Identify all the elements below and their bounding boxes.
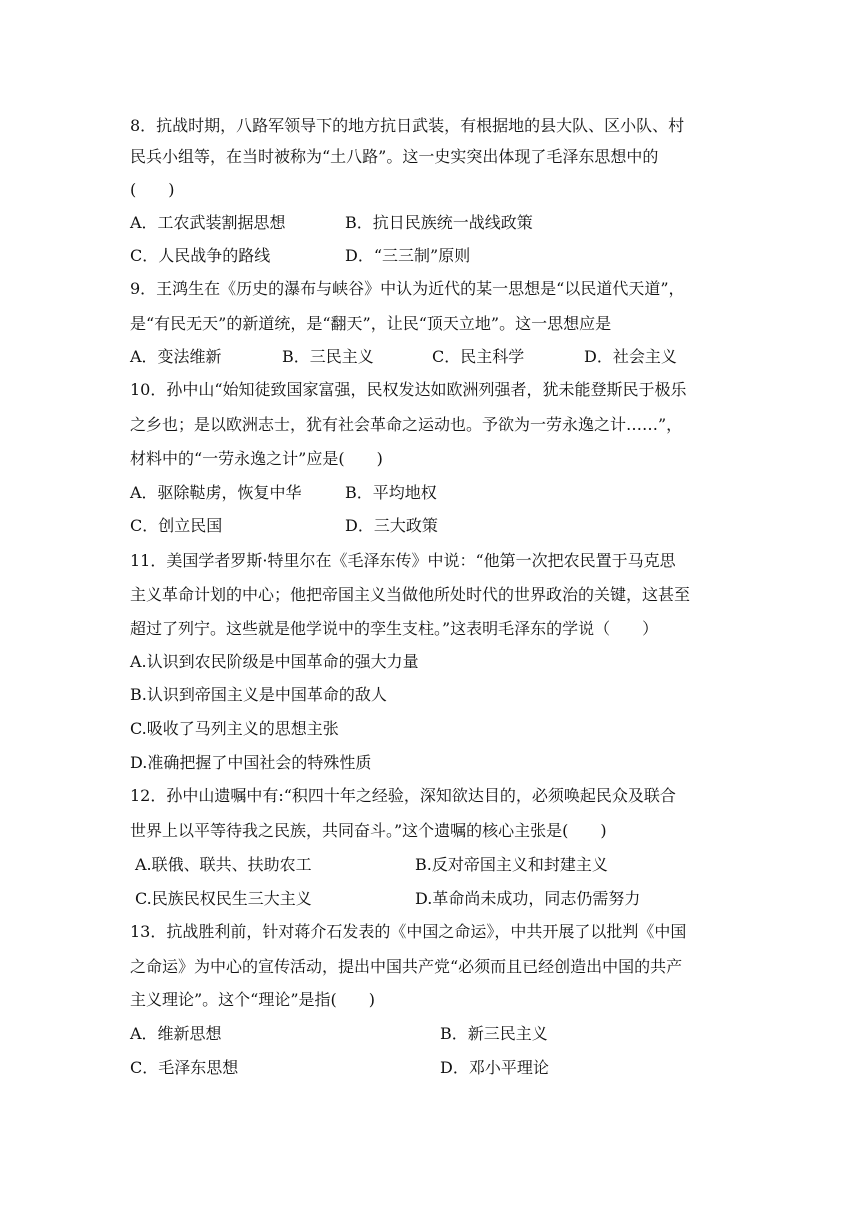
question-stem-line: ( ) [130,180,175,199]
option-d: D.准确把握了中国社会的特殊性质 [130,753,372,772]
question-stem-line: 8．抗战时期，八路军领导下的地方抗日武装，有根据地的县大队、区小队、村 [130,116,685,135]
option-b: B.认识到帝国主义是中国革命的敌人 [130,685,387,704]
question-stem-line: 之命运》为中心的宣传活动，提出中国共产党“必须而且已经创造出中国的共产 [130,957,683,976]
option-b: B．抗日民族统一战线政策 [345,213,533,232]
question-stem-line: 之乡也；是以欧洲志士，犹有社会革命之运动也。予欲为一劳永逸之计……”， [130,415,683,434]
option-a: A.认识到农民阶级是中国革命的强大力量 [130,652,419,671]
question-stem-line: 材料中的“一劳永逸之计”应是( ) [130,449,383,468]
option-a: A.联俄、联共、扶助农工 [135,855,312,874]
question-stem-line: 9．王鸿生在《历史的瀑布与峡谷》中认为近代的某一思想是“以民道代天道”， [130,279,685,298]
option-a: A．变法维新 [130,347,222,366]
question-stem-line: 主义革命计划的中心；他把帝国主义当做他所处时代的世界政治的关键，这甚至 [130,585,691,604]
question-stem-line: 民兵小组等，在当时被称为“土八路”。这一史实突出体现了毛泽东思想中的 [130,147,659,166]
option-d: D．三大政策 [345,516,438,535]
question-stem-line: 世界上以平等待我之民族，共同奋斗。”这个遗嘱的核心主张是( ) [130,821,607,840]
option-b: B.反对帝国主义和封建主义 [415,855,608,874]
question-stem-line: 12．孙中山遗嘱中有:“积四十年之经验，深知欲达目的，必须唤起民众及联合 [130,786,676,805]
option-d: D．邓小平理论 [440,1058,549,1077]
option-d: D．社会主义 [584,347,677,366]
option-a: A．驱除鞑虏，恢复中华 [130,483,302,502]
option-b: B．平均地权 [345,483,437,502]
question-stem-line: 超过了列宁。这些就是他学说中的孪生支柱。”这表明毛泽东的学说（ ） [130,619,659,638]
option-c: C．人民战争的路线 [130,246,271,265]
question-stem-line: 11．美国学者罗斯·特里尔在《毛泽东传》中说：“他第一次把农民置于马克思 [130,551,676,570]
option-d: D．“三三制”原则 [345,246,471,265]
option-b: B．新三民主义 [440,1024,548,1043]
option-a: A．维新思想 [130,1024,222,1043]
option-c: C．毛泽东思想 [130,1058,239,1077]
question-stem-line: 10．孙中山“始知徒致国家富强，民权发达如欧洲列强者，犹未能登斯民于极乐 [130,380,687,399]
question-stem-line: 主义理论”。这个“理论”是指( ) [130,990,376,1009]
option-c: C.吸收了马列主义的思想主张 [130,719,339,738]
option-a: A．工农武装割据思想 [130,213,286,232]
option-b: B．三民主义 [282,347,374,366]
question-stem-line: 是“有民无天”的新道统，是“翻天”，让民“顶天立地”。这一思想应是 [130,314,612,333]
option-c: C.民族民权民生三大主义 [135,889,312,908]
question-stem-line: 13．抗战胜利前，针对蒋介石发表的《中国之命运》，中共开展了以批判《中国 [130,922,687,941]
option-c: C．民主科学 [432,347,525,366]
option-d: D.革命尚未成功，同志仍需努力 [415,889,641,908]
option-c: C．创立民国 [130,516,223,535]
